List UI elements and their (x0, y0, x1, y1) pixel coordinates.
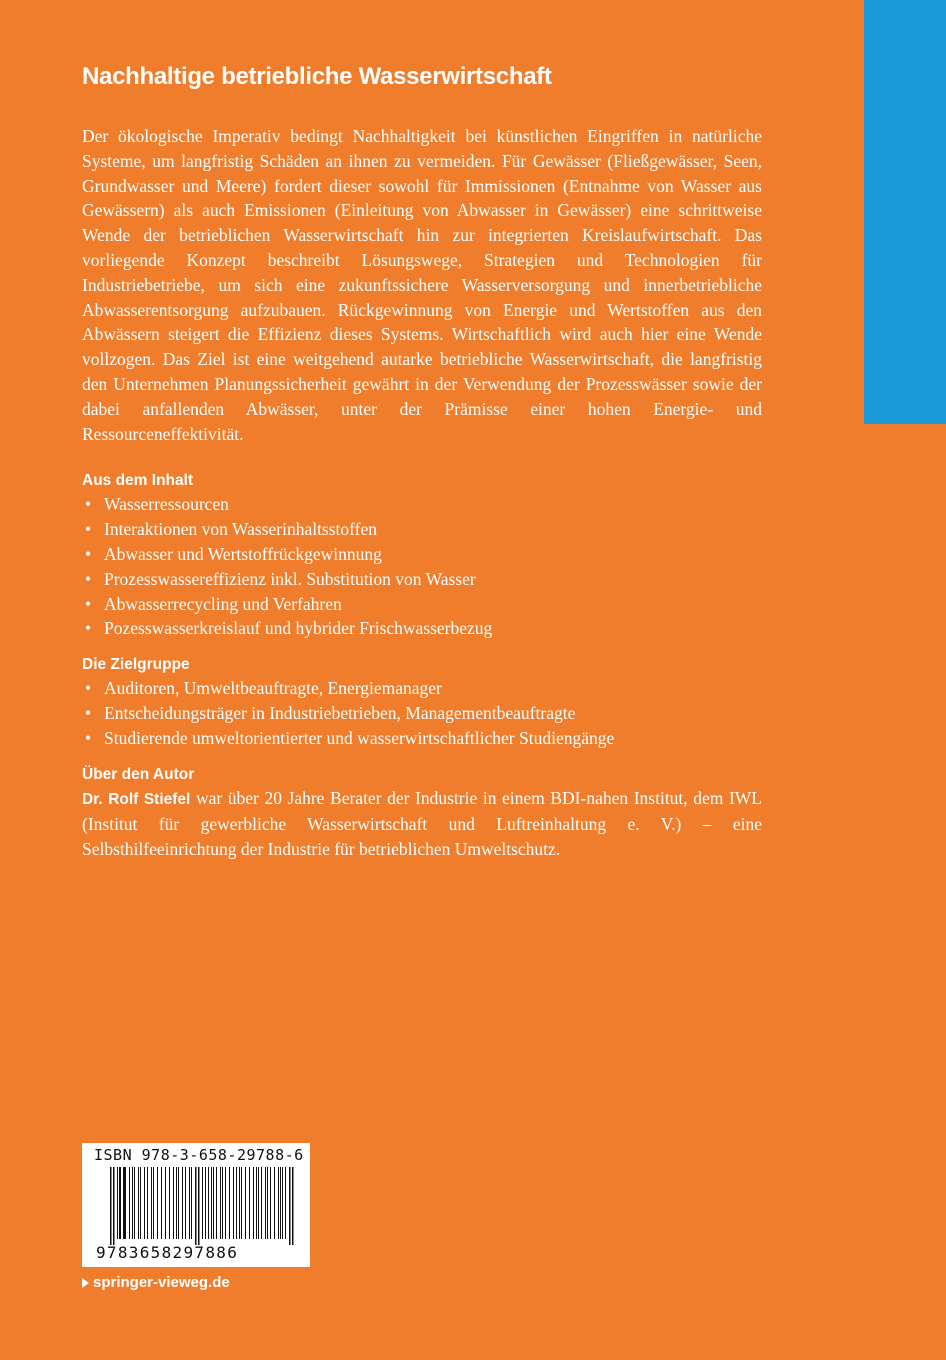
audience-list (82, 676, 762, 750)
isbn-barcode (82, 1143, 310, 1267)
barcode-bar (144, 1167, 145, 1239)
barcode-bar (261, 1167, 262, 1239)
list-item: • Abwasserrecycling und Verfahren (82, 592, 762, 617)
barcode-bar (129, 1167, 130, 1239)
barcode-bar (185, 1167, 186, 1239)
description-paragraph: Der ökologische Imperativ bedingt Nachhaltigkeit bei künstlichen Eingriffen in natürliche Systeme, um langfristig Schäden an ihnen zu vermeiden. Für Gewässer (Fließgewässer, Seen, Grundwasser und Meere) fordert dieser sowohl für Immissionen (Entnahme von Wasser aus Gewässern) als auch Emissionen (Einleitung von Abwasser in Gewässer) eine schrittweise Wende der betrieblichen Wasserwirtschaft hin zur integrierten Kreislaufwirtschaft. Das vorliegende Konzept beschreibt Lösungswege, Strategien und Technologien für Industriebetriebe, um sich eine zukunftssichere Wasserversorgung und innerbetriebliche Abwasserentsorgung aufzubauen. Rückgewinnung von Energie und Wertstoffen aus den Abwässern steigert die Effizienz dieses Systems. Wirtschaftlich wird auch hier eine Wende vollzogen. Das Ziel ist eine weitgehend autarke betriebliche Wasserwirtschaft, die langfristig den Unternehmen Planungssicherheit gewährt in der Verwendung der Prozesswässer sowie der dabei anfallenden Abwässer, unter der Prämisse einer hohen Energie- und Ressourceneffektivität. (82, 126, 762, 444)
list-item: • Abwasser und Wertstoffrückgewinnung (82, 542, 762, 567)
barcode-bar (241, 1167, 242, 1239)
list-item: • Interaktionen von Wasserinhaltsstoffen (82, 517, 762, 542)
list-item: • Auditoren, Umweltbeauftragte, Energiemanager (82, 676, 762, 701)
barcode-bar (132, 1167, 133, 1239)
list-item: • Pozesswasserkreislauf und hybrider Frischwasserbezug (82, 616, 762, 641)
ean-digits: 9783658297886 (96, 1243, 239, 1262)
bullet-icon: • (85, 568, 92, 589)
barcode-bar (225, 1167, 226, 1239)
barcode-bar (265, 1167, 266, 1239)
audience-heading: Die Zielgruppe (82, 656, 190, 674)
barcode-bar (278, 1167, 279, 1239)
barcode-bar (205, 1167, 206, 1239)
barcode-bar (182, 1167, 183, 1239)
barcode-bar (157, 1167, 158, 1239)
barcode-bar (169, 1167, 170, 1239)
author-bio (82, 786, 762, 862)
barcode-bar (119, 1167, 121, 1239)
barcode-bar (258, 1167, 259, 1239)
barcode-bar (178, 1167, 179, 1239)
barcode-bar (239, 1167, 240, 1239)
author-name: Dr. Rolf Stiefel (82, 790, 191, 808)
barcode-bar (282, 1167, 283, 1239)
author-bio-text: war über 20 Jahre Berater der Industrie in einem BDI-nahen Institut, dem IWL (Institut für gewerbliche Wasserwirtschaft und Luftreinhaltung e. V.) – eine Selbsthilfeeinrichtung der Industrie für betrieblichen Umweltschutz. (82, 787, 762, 860)
barcode-bar (161, 1167, 162, 1239)
barcode-bar (222, 1167, 223, 1239)
list-item: • Studierende umweltorientierter und wasserwirtschaftlicher Studiengänge (82, 726, 762, 751)
publisher-link[interactable] (82, 1274, 230, 1291)
barcode-bar (270, 1167, 271, 1239)
list-item: • Wasserressourcen (82, 492, 762, 517)
barcode-bar (140, 1167, 141, 1239)
barcode-bar (216, 1167, 217, 1239)
barcode-bar (176, 1167, 177, 1239)
barcode-bar (123, 1167, 126, 1239)
bullet-icon: • (85, 543, 92, 564)
barcode-bar (245, 1167, 246, 1239)
barcode-bar (117, 1167, 118, 1239)
contents-list (82, 492, 762, 641)
barcode-bar (147, 1167, 148, 1239)
barcode-bar (267, 1167, 268, 1239)
barcode-bar (213, 1167, 214, 1239)
barcode-bar (236, 1167, 237, 1239)
barcode-bar (211, 1167, 212, 1239)
bullet-icon: • (85, 519, 92, 540)
barcode-bar (195, 1167, 197, 1245)
arrow-right-icon (82, 1278, 89, 1288)
barcode-bar (208, 1167, 209, 1239)
barcode-bar (189, 1167, 190, 1239)
barcode-bar (220, 1167, 221, 1239)
barcode-bar (165, 1167, 166, 1239)
bullet-icon: • (85, 593, 92, 614)
book-title: Nachhaltige betriebliche Wasserwirtschaft (82, 63, 552, 90)
barcode-bar (256, 1167, 257, 1239)
barcode-bar (253, 1167, 254, 1239)
barcode-bar (202, 1167, 203, 1239)
barcode-bar (280, 1167, 281, 1239)
barcode-bar (233, 1167, 234, 1239)
bullet-icon: • (85, 678, 92, 699)
barcode-bar (274, 1167, 275, 1239)
blue-edge-tab (864, 0, 946, 424)
barcode-bar (292, 1167, 294, 1245)
barcode-bar (198, 1167, 200, 1245)
back-cover-content (82, 62, 762, 862)
barcode-bar (134, 1167, 135, 1239)
author-heading: Über den Autor (82, 765, 195, 783)
barcode-bar (173, 1167, 174, 1239)
barcode-bar (229, 1167, 230, 1239)
list-item: • Prozesswassereffizienz inkl. Substitution von Wasser (82, 567, 762, 592)
list-item: • Entscheidungsträger in Industriebetrieben, Managementbeauftragte (82, 701, 762, 726)
bullet-icon: • (85, 702, 92, 723)
bullet-icon: • (85, 494, 92, 515)
bullet-icon: • (85, 727, 92, 748)
isbn-label: ISBN 978-3-658-29788-6 (94, 1146, 304, 1164)
barcode-bar (110, 1167, 112, 1245)
contents-heading: Aus dem Inhalt (82, 472, 194, 490)
barcode-bar (289, 1167, 291, 1245)
barcode-bar (153, 1167, 154, 1239)
barcode-bar (151, 1167, 152, 1239)
barcode-bar (191, 1167, 192, 1239)
barcode-bar (285, 1167, 286, 1239)
barcode-bar (113, 1167, 115, 1245)
barcode-bar (249, 1167, 250, 1239)
publisher-url: springer-vieweg.de (93, 1274, 230, 1291)
barcode-bar (138, 1167, 139, 1239)
bullet-icon: • (85, 618, 92, 639)
